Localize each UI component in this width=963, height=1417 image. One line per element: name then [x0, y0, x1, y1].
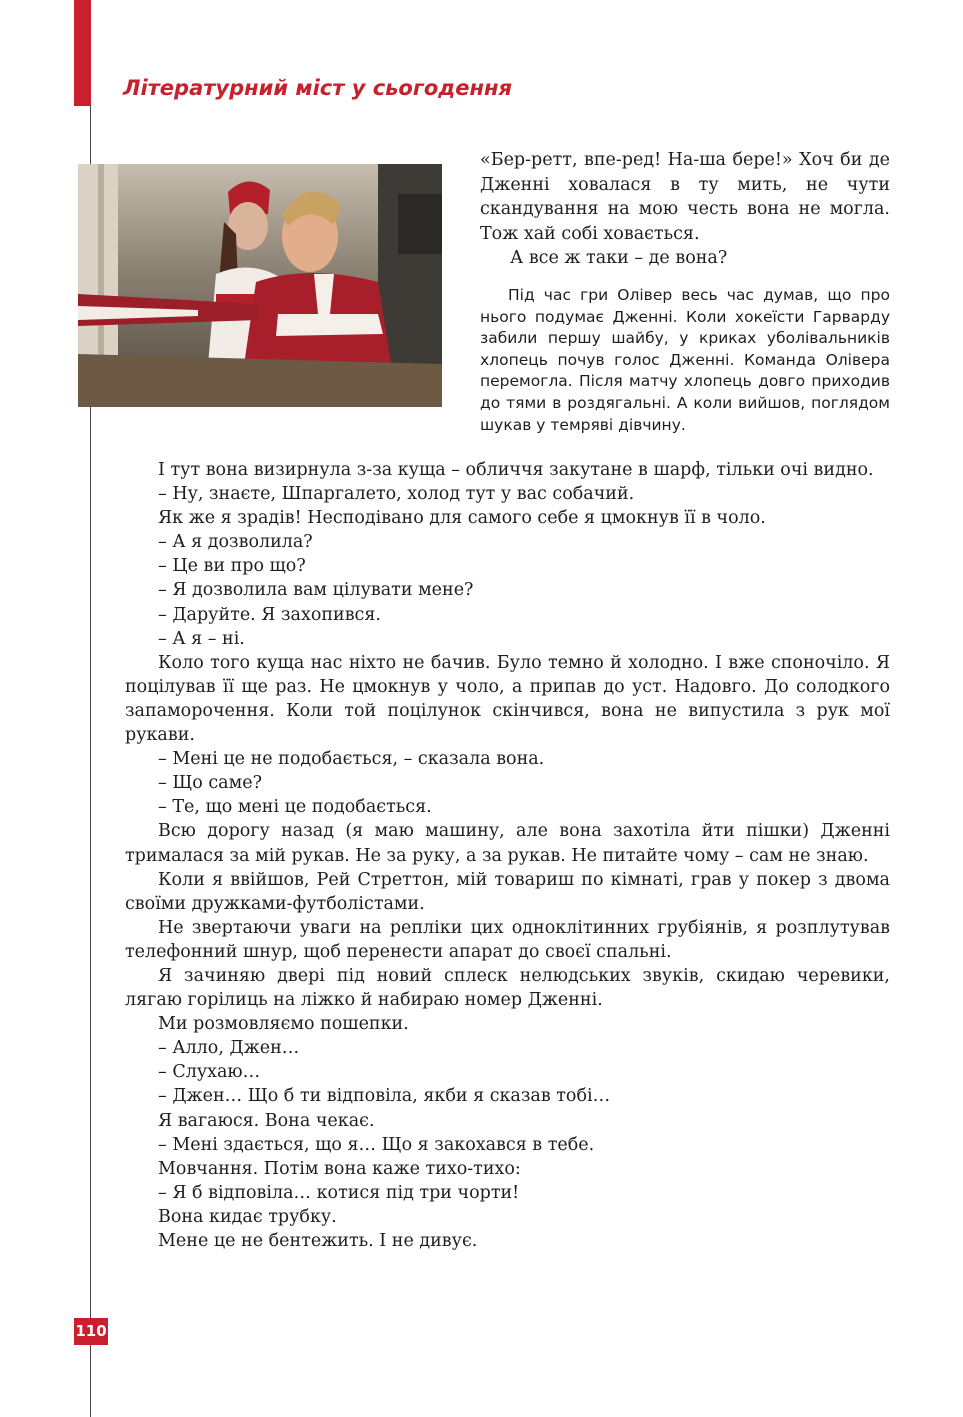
body-paragraph: – А я – ні.	[158, 628, 245, 649]
body-paragraph: – Я б відповіла… котися під три чорти!	[158, 1182, 520, 1203]
body-paragraph: Вона кидає трубку.	[158, 1206, 337, 1227]
body-paragraph: Коли я ввійшов, Рей Стреттон, мій товариш по кімнаті, грав у покер з двома своїми дружками-футболістами.	[125, 869, 890, 914]
body-paragraph: Мовчання. Потім вона каже тихо-тихо:	[158, 1158, 521, 1179]
body-paragraph: Я вагаюся. Вона чекає.	[158, 1110, 375, 1131]
excerpt-intro	[480, 148, 890, 271]
body-paragraph: Ми розмовляємо пошепки.	[158, 1014, 409, 1035]
body-paragraph: – Даруйте. Я захопився.	[158, 604, 381, 625]
body-paragraph: – Що саме?	[158, 773, 262, 794]
intro-question: А все ж таки – де вона?	[510, 248, 728, 268]
page-header-title: Літературний міст у сьогодення	[123, 76, 512, 100]
header-accent-band	[74, 0, 91, 106]
intro-paragraph: «Бер-ретт, впе-ред! На-ша бере!» Хоч би де Дженні ховалася в ту мить, не чути скандування на мою честь вона не могла. Тож хай собі ховається.	[480, 150, 890, 244]
body-paragraph: – Ну, знаєте, Шпаргалето, холод тут у вас собачий.	[158, 484, 635, 505]
body-paragraph: Коло того куща нас ніхто не бачив. Було темно й холодно. І вже споночіло. Я поцілував її ще раз. Не цмокнув у чоло, а припав до уст. Надовго. До солодкого запаморочення. Коли той поцілунок скінчився, вона не випустила з рук мої рукави.	[125, 652, 890, 746]
body-paragraph: Як же я зрадів! Несподівано для самого себе я цмокнув її в чоло.	[158, 508, 766, 529]
body-paragraph: Всю дорогу назад (я маю машину, але вона захотіла йти пішки) Дженні трималася за мій рукав. Не за руку, а за рукав. Не питайте чому – сам не знаю.	[125, 821, 890, 866]
story-body	[125, 458, 890, 1253]
plot-summary: Під час гри Олівер весь час думав, що про нього подумає Дженні. Коли хокеїсти Гарварду забили першу шайбу, у криках уболівальників хлопець почув голос Дженні. Команда Олівера перемогла. Після матчу хлопець довго приходив до тями в роздягальні. А коли вийшов, поглядом шукав у темряві дівчину.	[480, 286, 890, 434]
body-paragraph: І тут вона визирнула з-за куща – обличчя закутане в шарф, тільки очі видно.	[158, 460, 874, 480]
body-paragraph: – Я дозволила вам цілувати мене?	[158, 580, 474, 601]
body-paragraph: – Мені здається, що я… Що я закохався в тебе.	[158, 1134, 595, 1155]
film-still-illustration	[78, 164, 442, 407]
body-paragraph: – Джен… Що б ти відповіла, якби я сказав тобі…	[158, 1086, 611, 1107]
page-number: 110	[74, 1318, 108, 1345]
body-paragraph: Я зачиняю двері під новий сплеск нелюдських звуків, скидаю черевики, лягаю горілиць на ліжко й набираю номер Дженні.	[125, 965, 890, 1011]
film-still-photo	[78, 164, 442, 407]
body-paragraph: – Це ви про що?	[158, 556, 306, 577]
body-paragraph: – Слухаю…	[158, 1062, 261, 1083]
body-paragraph: – А я дозволила?	[158, 532, 313, 553]
body-paragraph: Мене це не бентежить. І не дивує.	[158, 1231, 478, 1251]
body-paragraph: Не звертаючи уваги на репліки цих одноклітинних грубіянів, я розплутував телефонний шнур, щоб перенести апарат до своєї спальні.	[125, 917, 890, 962]
body-paragraph: – Те, що мені це подобається.	[158, 797, 432, 818]
body-paragraph: – Мені це не подобається, – сказала вона.	[158, 749, 545, 770]
body-paragraph: – Алло, Джен…	[158, 1038, 300, 1059]
